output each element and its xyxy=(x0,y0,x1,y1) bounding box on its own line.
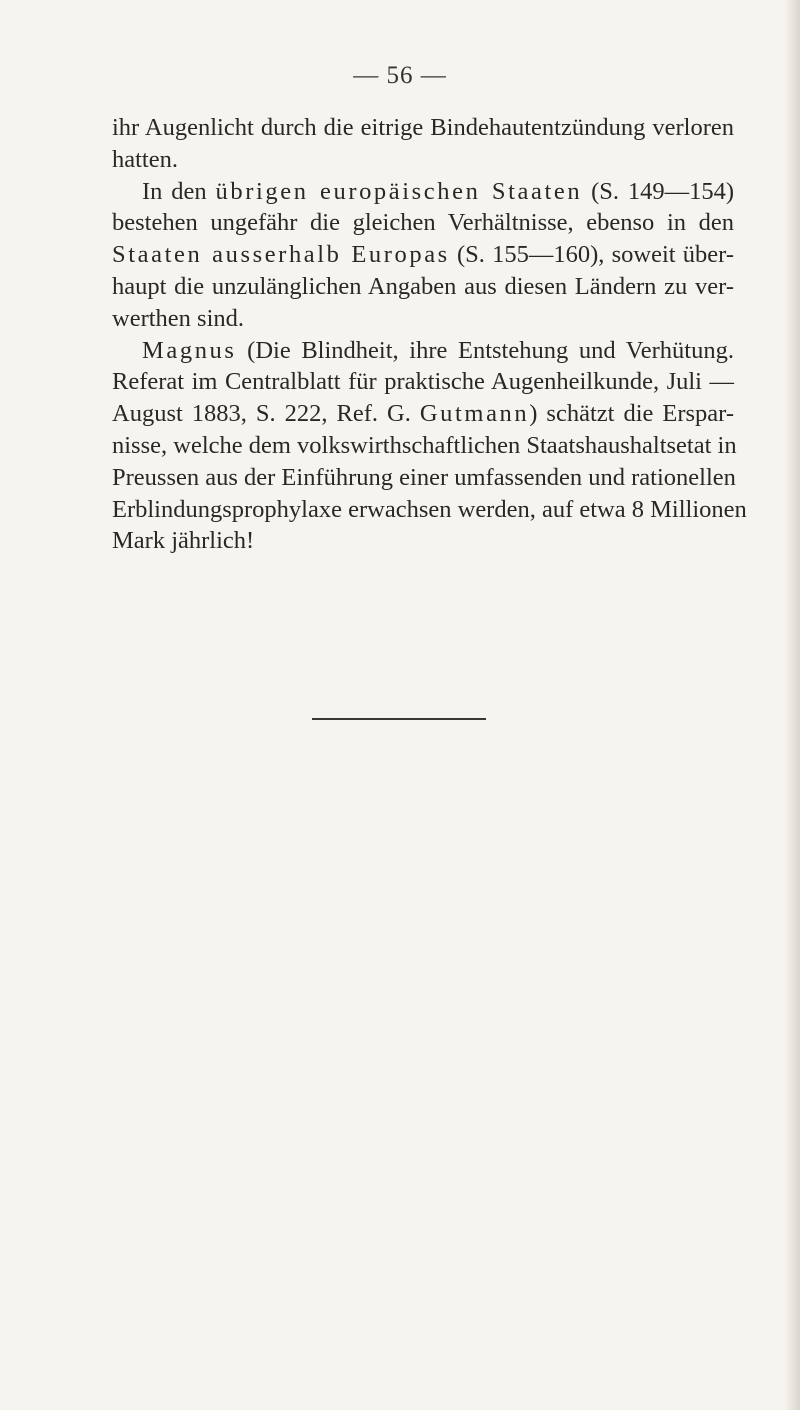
paragraph-2 xyxy=(112,176,734,335)
paragraph-1 xyxy=(112,112,734,176)
text-run: In den xyxy=(142,177,216,205)
text-line: Mark jährlich! xyxy=(112,527,255,555)
paragraph-3 xyxy=(112,335,747,558)
page-number: — 56 — xyxy=(353,62,447,89)
text-line: Erblindungsprophylaxe erwachsen werden, auf etwa 8 Millionen xyxy=(112,495,747,523)
text-line: Preussen aus der Einführung einer umfassenden und rationellen xyxy=(112,463,736,491)
emphasized-text: Magnus xyxy=(142,336,237,364)
emphasized-text: übrigen europäischen Staaten xyxy=(215,177,583,205)
section-end-rule xyxy=(312,718,486,720)
text-line: ihr Augenlicht durch die eitrige Bindehautentzündung verloren xyxy=(112,114,734,141)
text-line xyxy=(112,239,734,271)
page-edge-shadow xyxy=(786,0,800,1410)
text-line xyxy=(112,335,734,367)
emphasized-text: Staaten ausserhalb Europas xyxy=(112,241,450,269)
text-line xyxy=(112,176,734,208)
text-run: (S. 149—154) xyxy=(582,177,734,205)
text-run: ) schätzt die Erspar- xyxy=(529,400,734,428)
text-line: nisse, welche dem volkswirthschaftlichen Staatshaushaltsetat in xyxy=(112,431,737,459)
text-line xyxy=(112,398,734,430)
body-text xyxy=(112,112,747,557)
text-line: werthen sind. xyxy=(112,304,244,332)
text-line: hatten. xyxy=(112,145,178,173)
text-line: bestehen ungefähr die gleichen Verhältnisse, ebenso in den xyxy=(112,209,734,237)
emphasized-text: Gutmann xyxy=(419,400,530,428)
text-line: Referat im Centralblatt für praktische Augenheilkunde, Juli — xyxy=(112,368,734,396)
text-run: August 1883, S. 222, Ref. G. xyxy=(112,400,420,428)
text-run: (S. 155—160), soweit über- xyxy=(449,241,734,269)
text-run: (Die Blindheit, ihre Entstehung und Verhütung. xyxy=(236,336,734,364)
text-line: haupt die unzulänglichen Angaben aus diesen Ländern zu ver- xyxy=(112,272,734,300)
